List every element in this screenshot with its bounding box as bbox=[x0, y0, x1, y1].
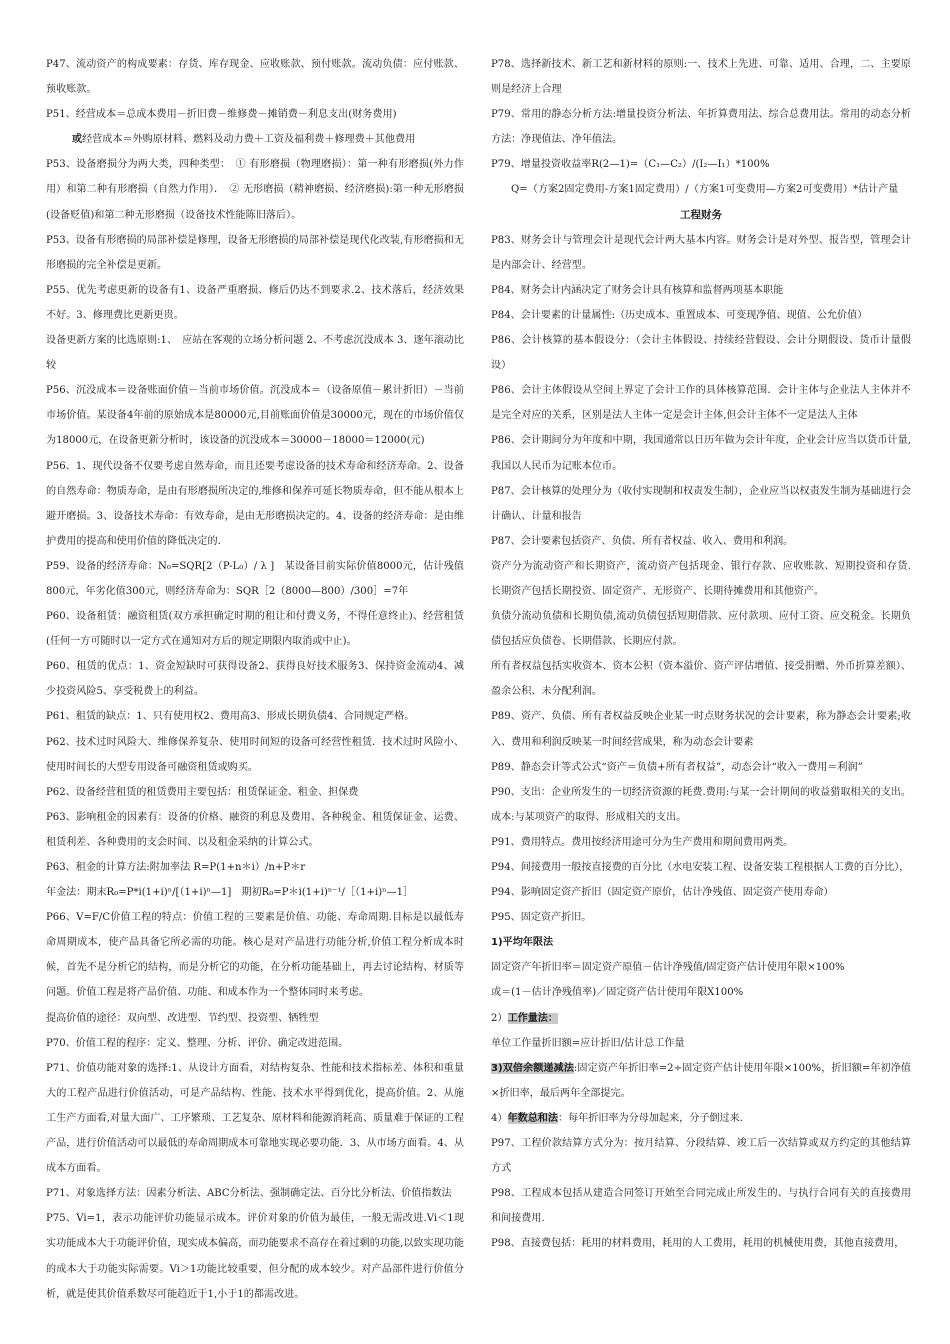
paragraph-p60-leasing: P60、设备租赁：融资租赁(双方承担确定时期的租让和付费义务，不得任意终止)、经营租赁(任何一方可随时以一定方式在通知对方后的规定期限内取消或中止)。 bbox=[46, 611, 464, 648]
paragraph-annuity-method: 年金法：期末R₀=P*i(1+i)ⁿ/[（1+i)ⁿ—1] 期初R₀=P＊i(1+i)ⁿ⁻¹/［（1+i)ⁿ—1］ bbox=[46, 887, 414, 899]
paragraph-p55-priority-renewal: P55、优先考虑更新的设备有1、设备严重磨损、修后仍达不到要求.2、技术落后，经济效果不好。3、修理费比更新更贵。 bbox=[46, 284, 464, 321]
paragraph-p78-new-tech: P78、选择新技术、新工艺和新材料的原则:一、技术上先进、可靠、适用、合理，二、主要原则是经济上合理 bbox=[491, 59, 911, 96]
paragraph-p87-elements: P87、会计要素包括资产、负债、所有者权益、收入、费用和利润。 bbox=[491, 535, 794, 547]
highlight-double-declining: 3)双倍余额递减法 bbox=[491, 1062, 574, 1074]
paragraph-p86-assumptions: P86、会计核算的基本假设分：（会计主体假设、持续经营假设、会计分期假设、货币计量假设） bbox=[491, 335, 911, 372]
paragraph-renewal-principles: 设备更新方案的比选原则:1、 应站在客观的立场分析问题 2、不考虑沉没成本 3、逐年滚动比较 bbox=[46, 335, 464, 372]
paragraph-p47-current-assets: P47、流动资产的构成要素：存货、库存现金、应收账款、预付账款。流动负债：应付账款、预收账款。 bbox=[46, 59, 464, 96]
paragraph-p60-lease-advantages: P60、租赁的优点：1、资金短缺时可获得设备2、获得良好技术服务3、保持资金流动4、减少投资风险5、享受税费上的利益。 bbox=[46, 661, 464, 698]
paragraph-straight-line-2: 或＝(1－估计净残值率)／固定资产估计使用年限X100% bbox=[491, 987, 744, 999]
left-column bbox=[46, 52, 464, 1307]
paragraph-straight-line-1: 固定资产年折旧率＝固定资产原值－估计净残值/固定资产估计使用年限×100% bbox=[491, 962, 845, 974]
paragraph-p56-sunk-cost: P56、沉没成本＝设备账面价值－当前市场价值。沉没成本＝（设备原值－累计折旧）－当前市场价值。某设备4年前的原始成本是80000元,目前账面价值是30000元，现在的市场价值仅为18000元，在设备更新分析时，该设备的沉没成本＝30000－18000＝12000(元) bbox=[46, 385, 464, 447]
paragraph-p51-operating-cost: P51、经营成本＝总成本费用－折旧费－维修费－摊销费－利息支出(财务费用) bbox=[46, 109, 397, 121]
paragraph-double-declining bbox=[491, 1056, 911, 1106]
paragraph-sum-of-years: 4）年数总和法：每年折旧率为分母加起来，分子倒过来. bbox=[491, 1112, 743, 1124]
paragraph-p59-economic-life: P59、设备的经济寿命：N₀=SQR[2（P-L₀）/ λ ] 某设备目前实际价值8000元，估计残值800元，年劣化值300元，则经济寿命为：SQR［2（8000—800）/300］=7年 bbox=[46, 560, 464, 597]
section-heading-engineering-finance: 工程财务 bbox=[680, 208, 722, 221]
paragraph-p66-value-engineering: P66、V=F/C价值工程的特点：价值工程的三要素是价值、功能、寿命周期.目标是以最低寿命周期成本，使产品具备它所必需的功能。核心是对产品进行功能分析,价值工程分析成本时候，首先不是分析它的结构，而是分析它的功能，在分析功能基础上，再去讨论结构、材质等问题。价值工程是将产品价值、功能、和成本作为一个整体同时来考虑。 bbox=[46, 912, 464, 999]
paragraph-p84-measurement: P84、会计要素的计量属性:（历史成本、重置成本、可变现净值、现值、公允价值） bbox=[491, 309, 868, 321]
paragraph-p86-entity: P86、会计主体假设从空间上界定了会计工作的具体核算范围．会计主体与企业法人主体并不是完全对应的关系，区别是法人主体一定是会计主体,但会计主体不一定是法人主体 bbox=[491, 385, 911, 422]
paragraph-p94-indirect: P94、间接费用一般按直接费的百分比（水电安装工程、设备安装工程根据人工费的百分比）， bbox=[491, 862, 910, 873]
paragraph-p97-settlement: P97、工程价款结算方式分为：按月结算、分段结算、竣工后一次结算或双方约定的其他结算方式 bbox=[491, 1138, 911, 1175]
paragraph-p90-expenditure: P90、支出：企业所发生的一切经济资源的耗费.费用:与某一会计期间的收益猎取相关的支出。成本:与某项资产的取得、形成相关的支出。 bbox=[491, 786, 911, 823]
paragraph-p62-lease-choice: P62、技术过时风险大、维修保养复杂、使用时间短的设备可经营性租赁．技术过时风险小、使用时间长的大型专用设备可融资租赁或购买。 bbox=[46, 736, 464, 773]
paragraph-equity: 所有者权益包括实收资本、资本公积（资本溢价、资产评估增值、接受捐赠、外币折算差额）、盈余公积、未分配利润。 bbox=[491, 661, 911, 698]
double-declining-text: :固定资产年折旧率=2÷固定资产估计使用年限×100%，折旧额=年初净值×折旧率，最后两年全部提完。 bbox=[491, 1062, 911, 1099]
paragraph-p61-lease-disadvantages: P61、租赁的缺点：1、只有使用权2、费用高3、形成长期负债4、合同规定严格。 bbox=[46, 711, 415, 723]
paragraph-p91-expense: P91、费用特点。费用按经济用途可分为生产费用和期间费用两类。 bbox=[491, 836, 794, 848]
paragraph-p71-selection-methods: P71、对象选择方法：因素分析法、ABC分析法、强制确定法、百分比分析法、价值指数法 bbox=[46, 1188, 452, 1200]
paragraph-p53-equipment-wear: P53、设备磨损分为两大类，四种类型： ① 有形磨损（物理磨损）：第一种有形磨损(外力作用）和第二种有形磨损（自然力作用）． ② 无形磨损（精神磨损、经济磨损):第一种无形磨损(设备贬值)和第二种无形磨损（设备技术性能陈旧落后）。 bbox=[46, 159, 464, 221]
paragraph-p63-rent-factors: P63、影响租金的因素有：设备的价格、融资的利息及费用、各种税金、租赁保证金、运费、租赁利差、各种费用的支会时间、以及租金采纳的计算公式。 bbox=[46, 811, 464, 848]
operating-cost-alt-text: 经营成本＝外购原材料、燃料及动力费＋工资及福利费＋修理费＋其他费用 bbox=[82, 134, 416, 146]
paragraph-p87-basis: P87、会计核算的处理分为（收付实现制和权责发生制），企业应当以权责发生制为基础进行会计确认、计量和报告 bbox=[491, 485, 911, 522]
paragraph-p94-depreciation-factors: P94、影响固定资产折旧（固定资产原价，估计净残值、固定资产使用寿命） bbox=[491, 887, 834, 899]
paragraph-workload: 单位工作量折旧额=应计折旧/估计总工作量 bbox=[491, 1037, 685, 1049]
paragraph-p79-incremental-return: P79、增量投资收益率R(2—1)=（C₁—C₂）/(I₂—I₁）*100% bbox=[491, 159, 770, 171]
paragraph-p95-depreciation: P95、固定资产折旧。 bbox=[491, 912, 592, 924]
paragraph-p71-object-selection: P71、价值功能对象的选择:1、从设计方面看，对结构复杂、性能和技术指标差、体积和重量大的工程产品进行价值活动，可是产品结构、性能、技术水平得到优化，提高价值。2、从施工生产方面看,对量大面广、工序繁琐、工艺复杂、原材料和能源消耗高、质量难于保证的工程产品，进行价值活动可以最低的寿命周期成本可靠地实现必要功能．3、从市场方面看。4、从成本方面看。 bbox=[46, 1062, 464, 1175]
paragraph-liabilities: 负债分流动负债和长期负债,流动负债包括短期借款、应付款项、应付工资、应交税金。长期负债包括应负债卷、长期借款、长期应付款。 bbox=[491, 611, 911, 648]
paragraph-p84-functions: P84、财务会计内涵决定了财务会计具有核算和监督两项基本职能 bbox=[491, 284, 784, 296]
right-column bbox=[491, 52, 911, 1257]
paragraph-p63-rent-formula: P63、租金的计算方法:附加率法 R=P(1+n＊i）/n+P＊r bbox=[46, 862, 306, 873]
paragraph-p98-cost: P98、工程成本包括从建造合同签订开始至合同完成止所发生的、与执行合同有关的直接费用和间接费用. bbox=[491, 1188, 911, 1225]
paragraph-p70-procedure: P70、价值工程的程序：定义、整理、分析、评价、确定改进范围。 bbox=[46, 1037, 349, 1049]
paragraph-p86-period: P86、会计期间分为年度和中期，我国通常以日历年做为会计年度，企业会计应当以货币计量,我国以人民币为记账本位币。 bbox=[491, 435, 911, 472]
highlight-workload: 工作量法： bbox=[507, 1012, 558, 1024]
paragraph-assets: 资产分为流动资产和长期资产，流动资产包括现金、银行存款、应收账款、短期投资和存货. 长期资产包括长期投资、固定资产、无形资产、长期待摊费用和其他资产。 bbox=[491, 560, 911, 597]
paragraph-p83-accounting: P83、财务会计与管理会计是现代会计两大基本内容。财务会计是对外型、报告型，管理会计是内部会计、经营型。 bbox=[491, 234, 911, 271]
highlight-sum-of-years: 年数总和法 bbox=[507, 1112, 558, 1124]
paragraph-p75-value-index: P75、Vi=1，表示功能评价功能显示成本。评价对象的价值为最佳，一般无需改进.Vi＜1现实功能成本大于功能评价值，现实成本偏高，而功能要求不高存在着过剩的功能,以致实现功能的成本大于功能实际需要。Vi＞1功能比较重要，但分配的成本较少。对产品部件进行价值分析，就是使其价值系数尽可能趋近于1,小于1的都需改进。 bbox=[46, 1213, 464, 1300]
paragraph-p98-direct: P98、直接费包括：耗用的材料费用，耗用的人工费用，耗用的机械使用费，其他直接费用， bbox=[491, 1238, 905, 1250]
paragraph-value-improvement: 提高价值的途径：双向型、改进型、节约型、投资型、牺牲型 bbox=[46, 1012, 319, 1024]
heading-workload-method: 2）工作量法： bbox=[491, 1012, 558, 1024]
paragraph-p89-equations: P89、静态会计等式公式“资产＝负债+所有者权益”，动态会计“收入一费用＝利润” bbox=[491, 761, 863, 773]
paragraph-p79-static-methods: P79、常用的静态分析方法:增量投资分析法、年折算费用法、综合总费用法。常用的动态分析方法：净现值法、净年值法。 bbox=[491, 109, 911, 146]
bold-or: 或 bbox=[72, 134, 83, 146]
paragraph-p53-wear-compensation: P53、设备有形磨损的局部补偿是修理，设备无形磨损的局部补偿是现代化改装,有形磨损和无形磨损的完全补偿是更新。 bbox=[46, 234, 464, 271]
paragraph-operating-cost-alt bbox=[46, 127, 464, 152]
paragraph-breakeven-output: Q=（方案2固定费用-方案1固定费用）/（方案1可变费用—方案2可变费用）*估计产量 bbox=[511, 184, 899, 196]
heading-straight-line: 1)平均年限法 bbox=[491, 937, 554, 949]
paragraph-p89-static-dynamic: P89、资产、负债、所有者权益反映企业某一时点财务状况的会计要素，称为静态会计要素;收入、费用和利润反映某一时间经营成果，称为动态会计要素 bbox=[491, 711, 911, 748]
paragraph-p62-lease-costs: P62、设备经营租赁的租赁费用主要包括：租赁保证金、租金、担保费 bbox=[46, 786, 359, 798]
sum-of-years-text: ：每年折旧率为分母加起来，分子倒过来. bbox=[558, 1112, 743, 1124]
paragraph-p56-equipment-life: P56、1、现代设备不仅要考虑自然寿命，而且还要考虑设备的技术寿命和经济寿命。2、设备的自然寿命：物质寿命，是由有形磨损所决定的,维修和保养可延长物质寿命，但不能从根本上避开磨损。3、设备技术寿命：有效寿命，是由无形磨损决定的。4、设备的经济寿命：是由维护费用的提高和使用价值的降低决定的. bbox=[46, 460, 464, 547]
